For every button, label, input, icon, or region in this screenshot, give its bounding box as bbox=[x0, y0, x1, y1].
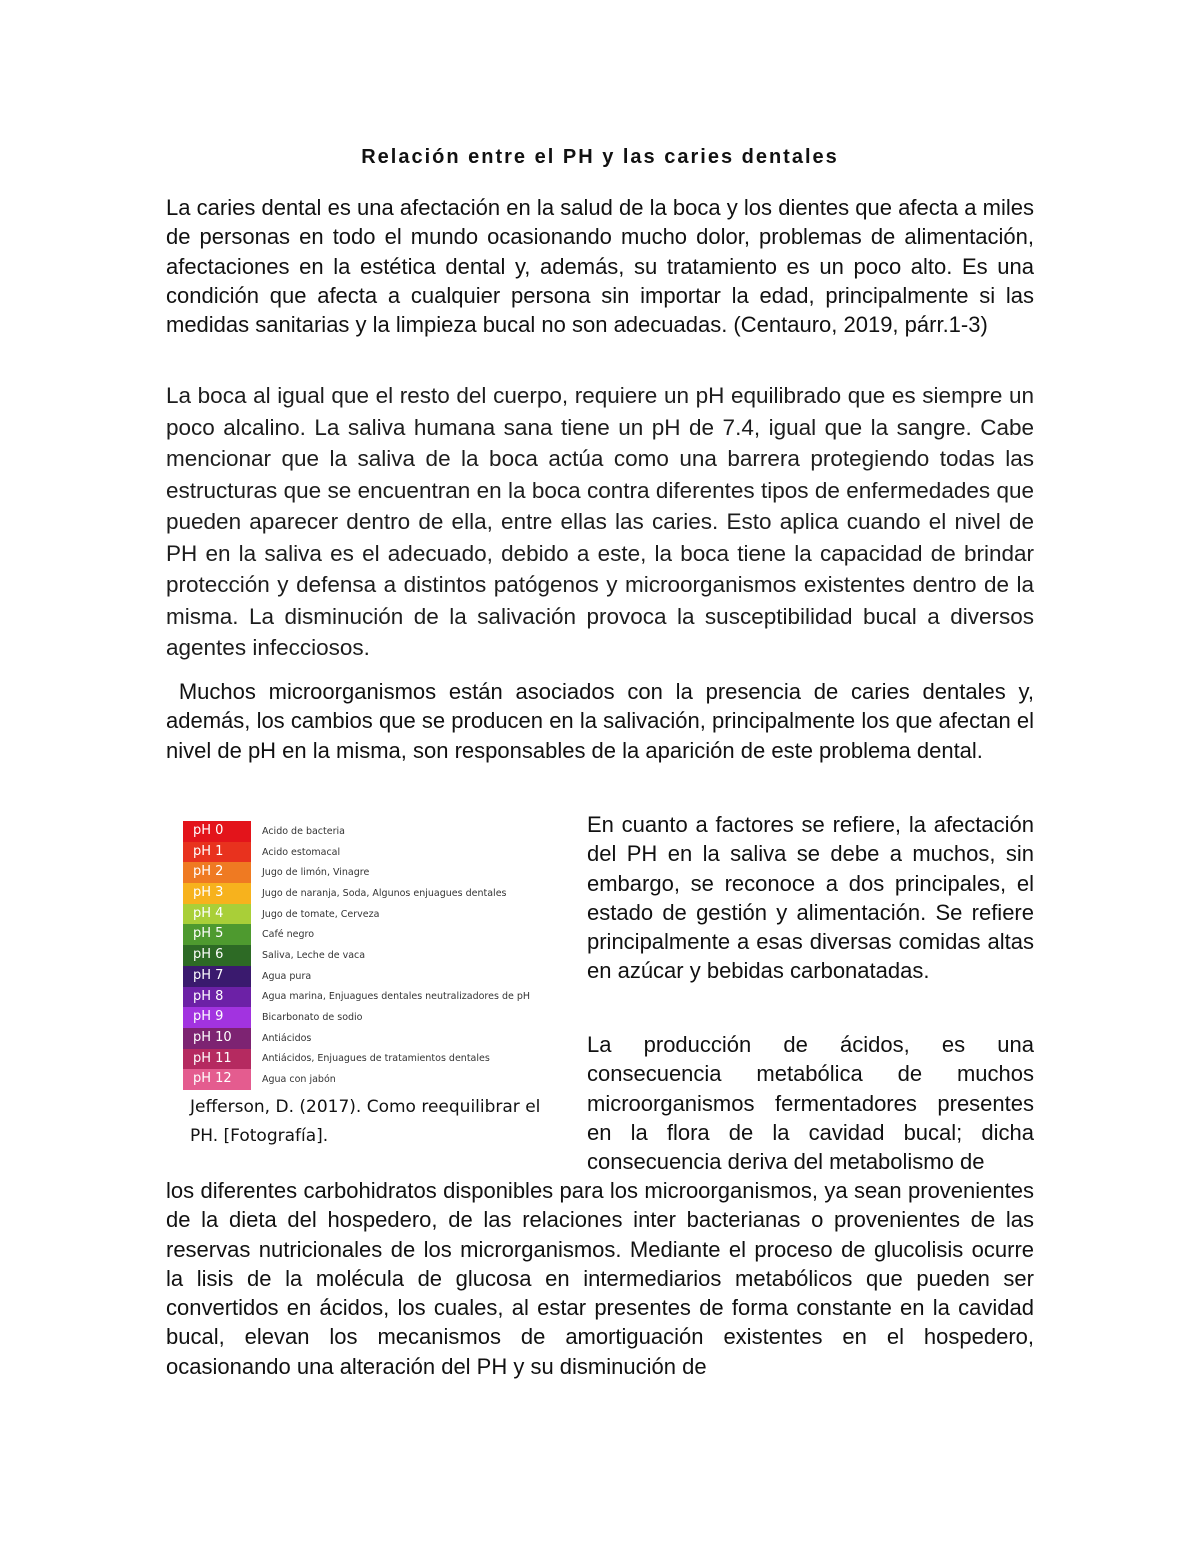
ph-level-label: pH 9 bbox=[183, 1007, 251, 1028]
ph-level-label: pH 0 bbox=[183, 821, 251, 842]
column-paragraph-2: La producción de ácidos, es una consecuencia metabólica de muchos microorganismos fermentadores presentes en la flora de la cavidad bucal; dicha consecuencia deriva del metabolismo de bbox=[587, 1032, 1034, 1175]
ph-level-label: pH 5 bbox=[183, 924, 251, 945]
ph-level-label: pH 10 bbox=[183, 1028, 251, 1049]
ph-scale-row bbox=[183, 862, 553, 883]
ph-scale-row bbox=[183, 1007, 553, 1028]
ph-level-label: pH 3 bbox=[183, 883, 251, 904]
ph-level-description: Jugo de tomate, Cerveza bbox=[262, 908, 380, 920]
ph-level-label: pH 7 bbox=[183, 966, 251, 987]
ph-scale-row bbox=[183, 1028, 553, 1049]
ph-scale-row bbox=[183, 924, 553, 945]
ph-scale-row bbox=[183, 945, 553, 966]
paragraph-1: La caries dental es una afectación en la salud de la boca y los dientes que afecta a miles de personas en todo el mundo ocasionando mucho dolor, problemas de alimentación, afectaciones en la estética dental y, además, su tratamiento es un poco alto. Es una condición que afecta a cualquier persona sin importar la edad, principalmente si las medidas sanitarias y la limpieza bucal no son adecuadas. (Centauro, 2019, párr.1-3) bbox=[166, 195, 1034, 338]
paragraph-2: La boca al igual que el resto del cuerpo, requiere un pH equilibrado que es siempre un poco alcalino. La saliva humana sana tiene un pH de 7.4, igual que la sangre. Cabe mencionar que la saliva de la boca actúa como una barrera protegiendo todas las estructuras que se encuentran en la boca contra diferentes tipos de enfermedades que pueden aparecer dentro de ella, entre ellas las caries. Esto aplica cuando el nivel de PH en la saliva es el adecuado, debido a este, la boca tiene la capacidad de brindar protección y defensa a distintos patógenos y microorganismos existentes dentro de la misma. La disminución de la salivación provoca la susceptibilidad bucal a diversos agentes infecciosos. bbox=[166, 383, 1034, 660]
ph-level-description: Jugo de limón, Vinagre bbox=[262, 867, 370, 879]
ph-scale-row bbox=[183, 987, 553, 1008]
ph-level-description: Agua marina, Enjuagues dentales neutralizadores de pH bbox=[262, 991, 531, 1003]
ph-scale-row bbox=[183, 1069, 553, 1090]
ph-scale-row bbox=[183, 883, 553, 904]
ph-scale-row bbox=[183, 966, 553, 987]
ph-level-description: Acido estomacal bbox=[262, 846, 341, 858]
ph-level-label: pH 6 bbox=[183, 945, 251, 966]
column-paragraph-1: En cuanto a factores se refiere, la afectación del PH en la saliva se debe a muchos, sin embargo, se reconoce a dos principales, el estado de gestión y alimentación. Se refiere principalmente a esas diversas comidas altas en azúcar y bebidas carbonatadas. bbox=[587, 812, 1034, 984]
ph-level-label: pH 2 bbox=[183, 862, 251, 883]
ph-level-description: Café negro bbox=[262, 929, 315, 941]
ph-level-description: Jugo de naranja, Soda, Algunos enjuagues dentales bbox=[262, 887, 507, 899]
ph-scale-list bbox=[183, 821, 553, 1090]
ph-scale-row bbox=[183, 821, 553, 842]
ph-level-description: Antiácidos, Enjuagues de tratamientos dentales bbox=[262, 1053, 490, 1065]
ph-level-label: pH 1 bbox=[183, 842, 251, 863]
ph-level-label: pH 11 bbox=[183, 1049, 251, 1070]
paragraph-4: los diferentes carbohidratos disponibles para los microorganismos, ya sean provenientes de la dieta del hospedero, de las relaciones inter bacterianas o provenientes de las reservas nutricionales de los microrganismos. Mediante el proceso de glucolisis ocurre la lisis de la molécula de glucosa en intermediarios metabólicos que pueden ser convertidos en ácidos, los cuales, al estar presentes de forma constante en la cavidad bucal, elevan los mecanismos de amortiguación existentes en el hospedero, ocasionando una alteración del PH y su disminución de bbox=[166, 1178, 1034, 1379]
ph-scale-row bbox=[183, 1049, 553, 1070]
ph-level-label: pH 4 bbox=[183, 904, 251, 925]
ph-level-description: Bicarbonato de sodio bbox=[262, 1012, 363, 1024]
ph-level-description: Antiácidos bbox=[262, 1032, 312, 1044]
paragraph-3: Muchos microorganismos están asociados con la presencia de caries dentales y, además, los cambios que se producen en la salivación, principalmente los que afectan el nivel de pH en la misma, son responsables de la aparición de este problema dental. bbox=[166, 679, 1041, 763]
ph-level-label: pH 12 bbox=[183, 1069, 251, 1090]
ph-scale-row bbox=[183, 842, 553, 863]
ph-level-description: Agua pura bbox=[262, 970, 312, 982]
document-title: Relación entre el PH y las caries dentales bbox=[361, 146, 839, 168]
ph-scale-row bbox=[183, 904, 553, 925]
ph-level-description: Saliva, Leche de vaca bbox=[262, 949, 366, 961]
ph-level-description: Acido de bacteria bbox=[262, 825, 345, 837]
ph-level-label: pH 8 bbox=[183, 987, 251, 1008]
ph-scale-figure bbox=[183, 821, 553, 1090]
figure-caption: Jefferson, D. (2017). Como reequilibrar el PH. [Fotografía]. bbox=[190, 1097, 541, 1146]
ph-level-description: Agua con jabón bbox=[262, 1074, 336, 1086]
